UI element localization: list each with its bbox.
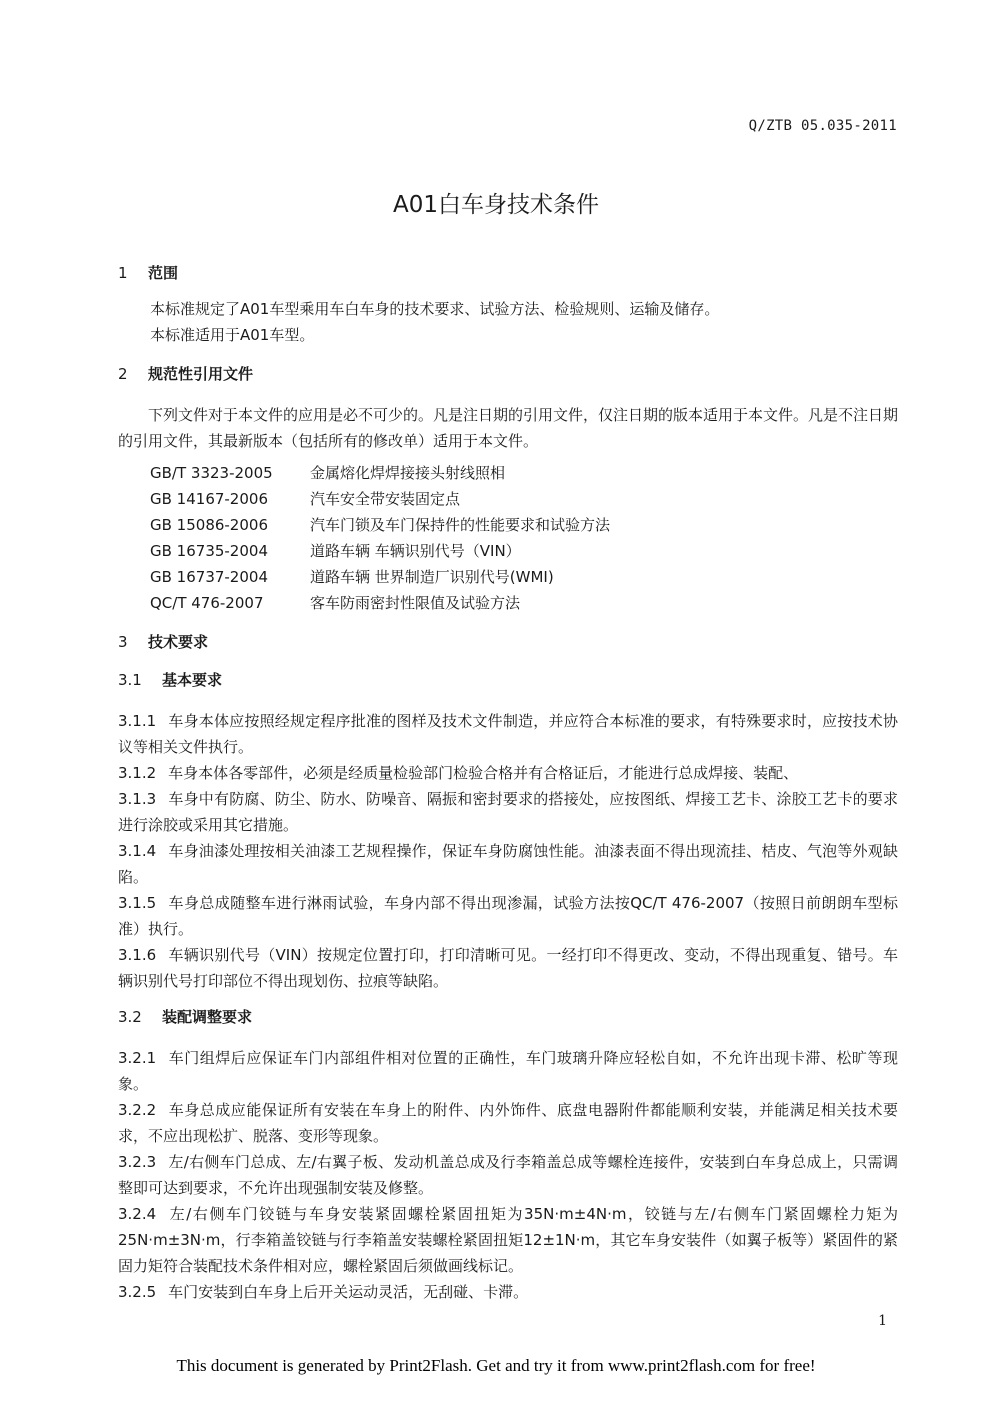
clause-3-1-5: 3.1.5 车身总成随整车进行淋雨试验，车身内部不得出现渗漏，试验方法按QC/T 476-2007（按照日前朗朗车型标准）执行。: [118, 894, 898, 938]
page-title: A01白车身技术条件: [392, 192, 599, 218]
clause-3-1-3: 3.1.3 车身中有防腐、防尘、防水、防噪音、隔振和密封要求的搭接处，应按图纸、焊接工艺卡、涂胶工艺卡的要求进行涂胶或采用其它措施。: [118, 790, 898, 834]
section-3-1-heading: 3.1 基本要求: [118, 671, 223, 689]
reference-item: GB 16737-2004 道路车辆 世界制造厂识别代号(WMI): [150, 568, 554, 586]
reference-item: GB 16735-2004 道路车辆 车辆识别代号（VIN）: [150, 542, 521, 560]
reference-item: GB 15086-2006 汽车门锁及车门保持件的性能要求和试验方法: [150, 516, 611, 534]
clause-3-2-4: 3.2.4 左/右侧车门铰链与车身安装紧固螺栓紧固扭矩为35N·m±4N·m，铰链与左/右侧车门紧固螺栓力矩为25N·m±3N·m，行李箱盖铰链与行李箱盖安装螺栓紧固扭矩12±1N·m，其它车身安装件（如翼子板等）紧固件的紧固力矩符合装配技术条件相对应，螺栓紧固后须做画线标记。: [118, 1205, 898, 1275]
section-2-heading: 2 规范性引用文件: [118, 365, 254, 383]
document-number: Q/ZTB 05.035-2011: [748, 118, 897, 134]
reference-item: QC/T 476-2007 客车防雨密封性限值及试验方法: [150, 594, 521, 612]
reference-item: GB/T 3323-2005 金属熔化焊焊接接头射线照相: [150, 464, 506, 482]
clause-3-1-2: 3.1.2 车身本体各零部件，必须是经质量检验部门检验合格并有合格证后，才能进行总成焊接、装配、: [118, 764, 799, 782]
clause-3-2-3: 3.2.3 左/右侧车门总成、左/右翼子板、发动机盖总成及行李箱盖总成等螺栓连接件，安装到白车身总成上，只需调整即可达到要求，不允许出现强制安装及修整。: [118, 1153, 898, 1197]
section-3-heading: 3 技术要求: [118, 633, 209, 651]
page-number: 1: [878, 1313, 887, 1329]
generator-footer: This document is generated by Print2Flash. Get and try it from www.print2flash.com for free!: [176, 1356, 816, 1375]
section-1-heading: 1 范围: [118, 264, 179, 282]
scope-line-2: 本标准适用于A01车型。: [150, 326, 315, 344]
clause-3-2-1: 3.2.1 车门组焊后应保证车门内部组件相对位置的正确性，车门玻璃升降应轻松自如，不允许出现卡滞、松旷等现象。: [118, 1049, 898, 1093]
clause-3-1-1: 3.1.1 车身本体应按照经规定程序批准的图样及技术文件制造，并应符合本标准的要求，有特殊要求时，应按技术协议等相关文件执行。: [118, 712, 898, 756]
clause-3-2-2: 3.2.2 车身总成应能保证所有安装在车身上的附件、内外饰件、底盘电器附件都能顺利安装，并能满足相关技术要求，不应出现松扩、脱落、变形等现象。: [118, 1101, 898, 1145]
clause-3-1-4: 3.1.4 车身油漆处理按相关油漆工艺规程操作，保证车身防腐蚀性能。油漆表面不得出现流挂、桔皮、气泡等外观缺陷。: [118, 842, 898, 886]
reference-item: GB 14167-2006 汽车安全带安装固定点: [150, 490, 461, 508]
scope-line-1: 本标准规定了A01车型乘用车白车身的技术要求、试验方法、检验规则、运输及储存。: [150, 300, 720, 318]
section-3-2-heading: 3.2 装配调整要求: [118, 1008, 253, 1026]
clause-3-2-5: 3.2.5 车门安装到白车身上后开关运动灵活，无刮碰、卡滞。: [118, 1283, 529, 1301]
references-intro: 下列文件对于本文件的应用是必不可少的。凡是注日期的引用文件，仅注日期的版本适用于本文件。凡是不注日期的引用文件，其最新版本（包括所有的修改单）适用于本文件。: [118, 406, 899, 450]
clause-3-1-6: 3.1.6 车辆识别代号（VIN）按规定位置打印，打印清晰可见。一经打印不得更改、变动，不得出现重复、错号。车辆识别代号打印部位不得出现划伤、拉痕等缺陷。: [118, 946, 898, 990]
